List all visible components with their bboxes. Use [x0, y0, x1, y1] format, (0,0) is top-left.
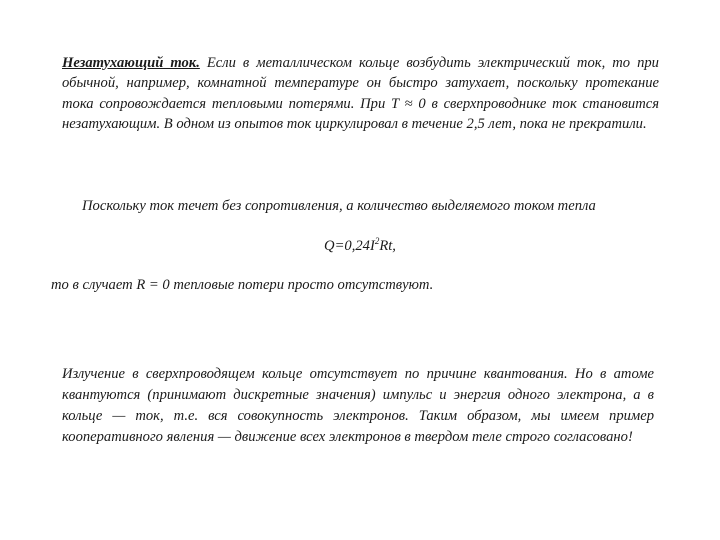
heat-formula	[0, 236, 720, 255]
paragraph-body: Если в металлическом кольце возбудить электрический ток, то при обычной, например, комнатной температуре он быстро затухает, поскольку протекание тока сопровождается тепловыми потерями. При T ≈ 0 в сверхпроводнике ток становится незатухающим. В одном из опытов ток циркулировал в течение 2,5 лет, пока не прекратили.	[62, 54, 659, 133]
formula-part-after: Rt,	[379, 237, 396, 254]
paragraph-no-resistance: Поскольку ток течет без сопротивления, а количество выделяемого током тепла	[82, 198, 596, 214]
paragraph-persistent-current	[62, 53, 659, 135]
paragraph-no-heat-loss: то в случает R = 0 тепловые потери просто отсутствуют.	[51, 277, 434, 293]
section-heading: Незатухающий ток.	[62, 54, 200, 71]
formula-exponent: 2	[374, 236, 380, 246]
paragraph-radiation-quantization: Излучение в сверхпроводящем кольце отсутствует по причине квантования. Но в атоме квантуются (принимают дискретные значения) импульс и энергия одного электрона, а в кольце — ток, т.е. вся совокупность электронов. Таким образом, мы имеем пример кооперативного явления — движение всех электронов в твердом теле строго согласовано!	[62, 366, 654, 445]
formula-part-before: Q=0,24I	[324, 237, 375, 254]
